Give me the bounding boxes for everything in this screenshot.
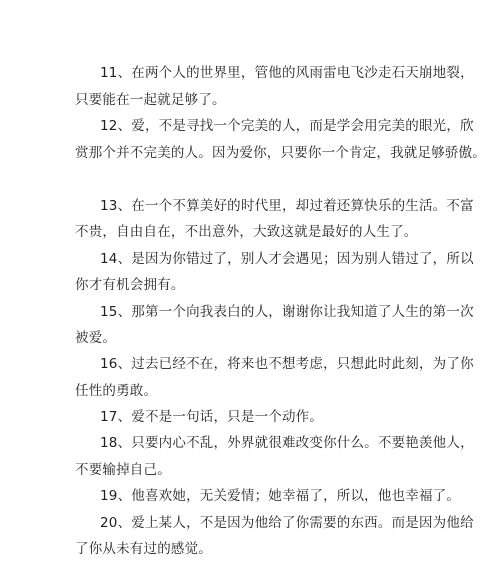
quote-12-line-1: 12、爱，不是寻找一个完美的人，而是学会用完美的眼光，欣: [100, 118, 474, 134]
quote-20-line-2: 了你从未有过的感觉。: [75, 541, 212, 557]
quote-15-line-2: 被爱。: [75, 330, 117, 346]
quote-14-line-2: 你才有机会拥有。: [75, 277, 185, 293]
quote-16-line-1: 16、过去已经不在，将来也不想考虑，只想此时此刻，为了你: [100, 356, 474, 372]
quote-17-line-1: 17、爱不是一句话，只是一个动作。: [100, 409, 324, 425]
quote-20-line-1: 20、爱上某人，不是因为他给了你需要的东西。而是因为他给: [100, 515, 474, 531]
quote-12-line-2: 赏那个并不完美的人。因为爱你，只要你一个肯定，我就足够骄傲。: [75, 145, 486, 161]
quote-16-line-2: 任性的勇敢。: [75, 383, 158, 399]
quote-15-line-1: 15、那第一个向我表白的人，谢谢你让我知道了人生的第一次: [100, 304, 474, 320]
quote-19-line-1: 19、他喜欢她，无关爱情；她幸福了，所以，他也幸福了。: [100, 488, 461, 504]
quote-11-line-1: 11、在两个人的世界里，管他的风雨雷电飞沙走石天崩地裂，: [100, 65, 474, 81]
quote-13-line-2: 不贵，自由自在，不出意外，大致这就是最好的人生了。: [75, 224, 418, 240]
quote-18-line-1: 18、只要内心不乱，外界就很难改变你什么。不要艳羡他人，: [100, 435, 474, 451]
quote-11-line-2: 只要能在一起就足够了。: [75, 92, 226, 108]
quote-13-line-1: 13、在一个不算美好的时代里，却过着还算快乐的生活。不富: [100, 198, 474, 214]
quote-18-line-2: 不要输掉自己。: [75, 462, 171, 478]
quote-14-line-1: 14、是因为你错过了，别人才会遇见；因为别人错过了，所以: [100, 251, 474, 267]
